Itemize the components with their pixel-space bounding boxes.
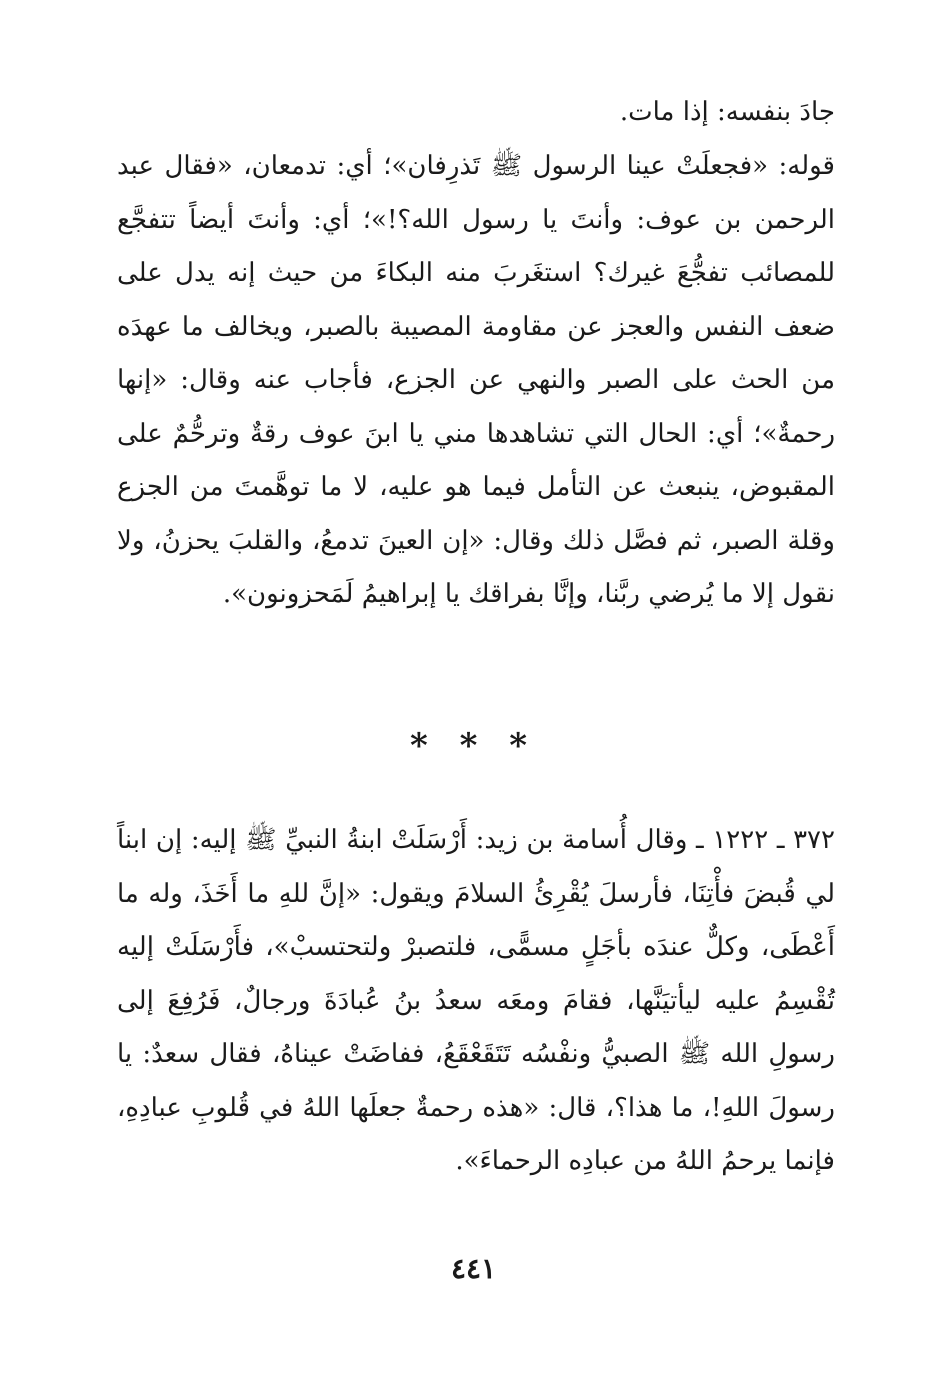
commentary-paragraph: قوله: «فجعلَتْ عينا الرسول ﷺ تَذرِفان»؛ أي: تدمعان، «فقال عبد الرحمن بن عوف: وأنتَ يا رسول الله؟!»؛ أي: وأنتَ أيضاً تتفجَّع للمصائب تفجُّعَ غيرك؟ استغَربَ منه البكاءَ من حيث إنه يدل على ضعف النفس والعجز عن مقاومة المصيبة بالصبر، ويخالف ما عهدَه من الحث على الصبر والنهي عن الجزع، فأجاب عنه وقال: «إنها رحمةٌ»؛ أي: الحال التي تشاهدها مني يا ابنَ عوف رقةٌ وترحُّمٌ على المقبوض، ينبعث عن التأمل فيما هو عليه، لا ما توهَّمتَ من الجزع وقلة الصبر، ثم فصَّل ذلك وقال: «إن العينَ تدمعُ، والقلبَ يحزنُ، ولا نقول إلا ما يُرضي ربَّنا، وإنَّا بفراقك يا إبراهيمُ لَمَحزونون». [117, 151, 836, 609]
top-line-text: جادَ بنفسه: إذا مات. [619, 97, 835, 127]
section-separator: * * * [409, 726, 537, 766]
hadith-paragraph: ٣٧٢ ـ ١٢٢٢ ـ وقال أُسامة بن زيد: أَرْسَلَتْ ابنةُ النبيِّ ﷺ إليه: إن ابناً لي قُبضَ فأْتِنَا، فأرسلَ يُقْرِئُ السلامَ ويقول: «إنَّ للهِ ما أَخَذَ، وله ما أَعْطَى، وكلٌّ عندَه بأجَلٍ مسمًّى، فلتصبرْ ولتحتسبْ»، فأَرْسَلَتْ إليه تُقْسِمُ عليه ليأتيَنَّها، فقامَ ومعَه سعدُ بنُ عُبادَةَ ورجالٌ، فَرُفِعَ إلى رسولِ الله ﷺ الصبيُّ ونفْسُه تَتَقَعْقَعُ، ففاضَتْ عيناهُ، فقال سعدٌ: يا رسولَ اللهِ!، ما هذا؟، قال: «هذه رحمةٌ جعلَها اللهُ في قُلوبِ عبادِهِ، فإنما يرحمُ اللهُ من عبادِه الرحماءَ». [117, 825, 835, 1176]
page-number: ٤٤١ [450, 1252, 497, 1285]
